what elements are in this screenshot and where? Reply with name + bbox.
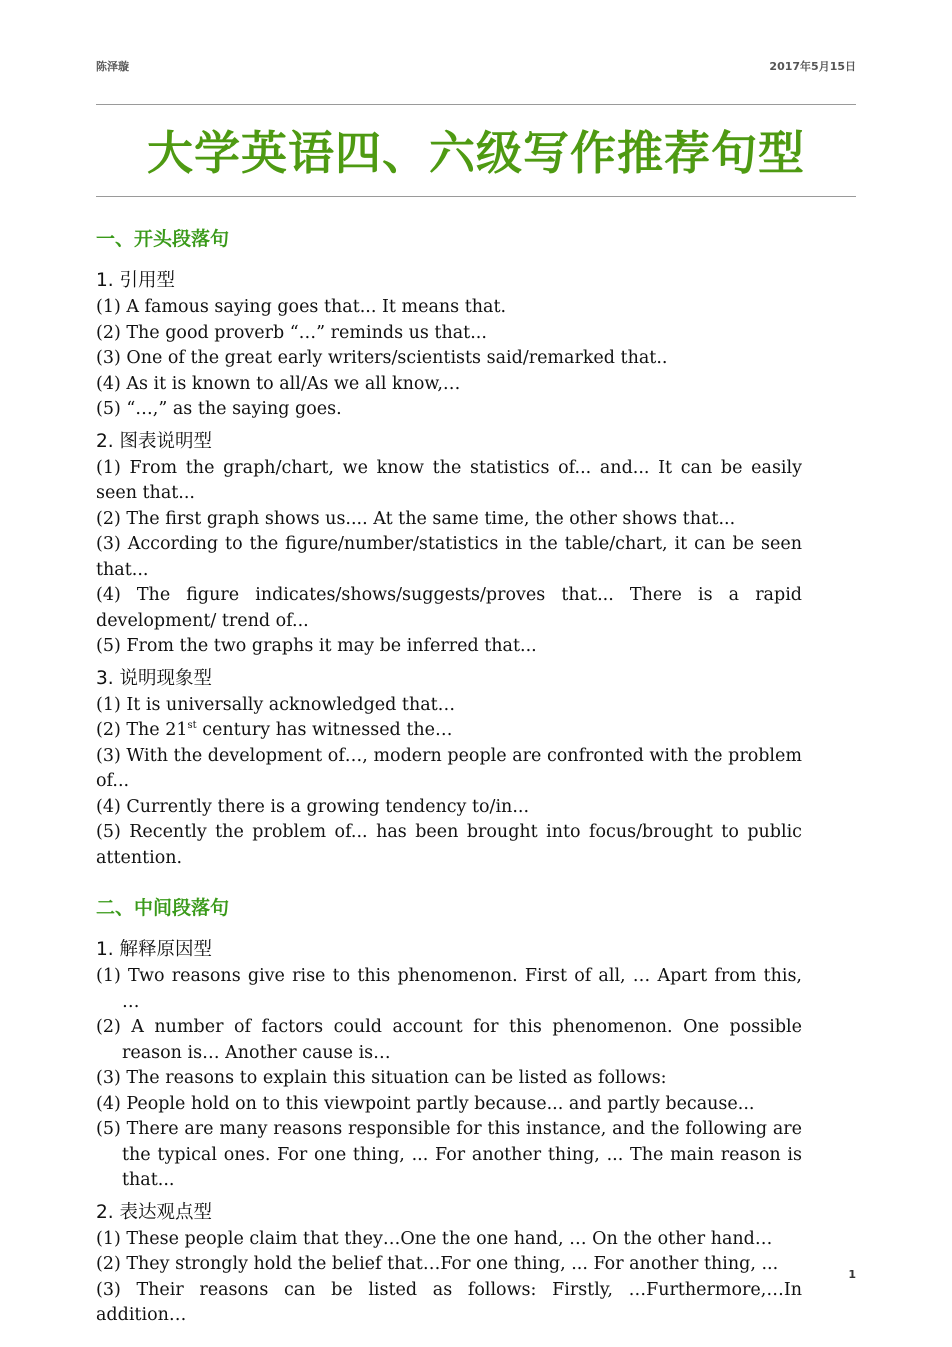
author-name: 陈泽璇 [96, 60, 129, 73]
sentence-line: (3) The reasons to explain this situation can be listed as follows: [96, 1068, 667, 1088]
title-rule-top [96, 104, 856, 105]
sentence-line: (3) One of the great early writers/scientists said/remarked that.. [96, 348, 668, 368]
sentence-line: (1) A famous saying goes that... It means that. [96, 297, 507, 317]
sentence-line: (3) With the development of…, modern people are confronted with the problem of... [96, 745, 802, 791]
subsection-heading: 2. 图表说明型 [96, 430, 213, 452]
sentence-text: century has witnessed the… [196, 720, 453, 740]
sentence-line: (5) “…,” as the saying goes. [96, 399, 342, 419]
section-heading: 一、开头段落句 [96, 228, 230, 250]
sentence-line: (3) According to the figure/number/statistics in the table/chart, it can be seen that... [96, 534, 802, 580]
sentence-line: (5) Recently the problem of... has been brought into focus/brought to public attention. [96, 822, 802, 868]
sentence-line: (4) People hold on to this viewpoint partly because... and partly because... [96, 1093, 755, 1114]
sentence-line [96, 718, 802, 744]
document-date: 2017年5月15日 [769, 60, 856, 73]
sentence-line: (1) Two reasons give rise to this phenomenon. First of all, … Apart from this, … [96, 966, 802, 1012]
page-number: 1 [848, 1268, 856, 1281]
section-heading: 二、中间段落句 [96, 897, 230, 919]
document-title: 大学英语四、六级写作推荐句型 [147, 126, 805, 180]
document-body [96, 224, 802, 1329]
subsection-heading: 2. 表达观点型 [96, 1201, 213, 1223]
ordinal-suffix: st [187, 720, 197, 732]
sentence-text: (2) The 21 [96, 720, 188, 740]
sentence-line: (1) These people claim that they…One the one hand, … On the other hand… [96, 1228, 773, 1249]
sentence-line: (2) The good proverb “…” reminds us that... [96, 322, 487, 343]
sentence-line: (2) A number of factors could account for this phenomenon. One possible reason is… Another cause is… [96, 1017, 802, 1063]
title-rule-bottom [96, 196, 856, 197]
sentence-line: (3) Their reasons can be listed as follows: Firstly, …Furthermore,…In addition… [96, 1279, 802, 1325]
section-body-sentences [96, 893, 802, 1329]
sentence-line: (4) Currently there is a growing tendency to/in... [96, 796, 530, 817]
section-opening-sentences [96, 224, 802, 871]
sentence-line: (1) From the graph/chart, we know the statistics of... and... It can be easily seen that... [96, 457, 802, 503]
subsection-heading: 1. 引用型 [96, 270, 176, 291]
sentence-line: (2) They strongly hold the belief that…For one thing, ... For another thing, ... [96, 1254, 779, 1274]
subsection-heading: 3. 说明现象型 [96, 667, 213, 689]
page-header [96, 58, 856, 74]
sentence-line: (1) It is universally acknowledged that… [96, 694, 456, 715]
sentence-line: (4) The figure indicates/shows/suggests/proves that... There is a rapid development/ trend of... [96, 585, 802, 631]
sentence-line: (4) As it is known to all/As we all know,… [96, 373, 461, 394]
sentence-line: (5) From the two graphs it may be inferred that... [96, 636, 537, 656]
subsection-heading: 1. 解释原因型 [96, 939, 213, 960]
sentence-line: (2) The first graph shows us.... At the same time, the other shows that... [96, 508, 736, 529]
sentence-line: (5) There are many reasons responsible for this instance, and the following are the typical ones. For one thing, ... For another thing, ... The main reason is that... [96, 1119, 802, 1190]
